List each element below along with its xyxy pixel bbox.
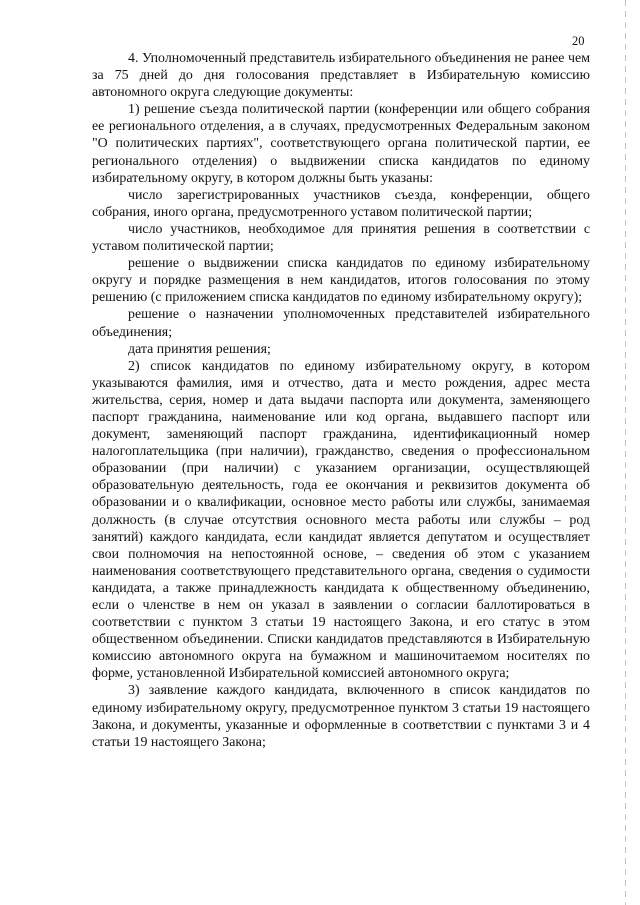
page-number: 20 — [572, 34, 585, 48]
paragraph-nomination-decision: решение о выдвижении списка кандидатов по единому избирательному округу и порядке размещения в нем кандидатов, итогов голосования по этому решению (с приложением списка кандидатов по единому избирательному округу); — [92, 256, 590, 306]
paragraph-quorum: число участников, необходимое для принятия решения в соответствии с уставом политической партии; — [92, 221, 590, 255]
paragraph-decision-date: дата принятия решения; — [128, 341, 271, 357]
paragraph-subitem-1: 1) решение съезда политической партии (конференции или общего собрания ее регионального отделения, а в случаях, предусмотренных Федеральным законом "О политических партиях", соответствующего органа политической партии, ее регионального отделения) о выдвижении списка кандидатов по единому избирательному округу, в котором должны быть указаны: — [92, 102, 590, 186]
paragraph-subitem-3: 3) заявление каждого кандидата, включенного в список кандидатов по единому избирательному округу, предусмотренное пунктом 3 статьи 19 настоящего Закона, и документы, указанные и оформленные в соответствии с пунктами 3 и 4 статьи 19 настоящего Закона; — [92, 683, 590, 750]
paragraph-participants-count: число зарегистрированных участников съезда, конференции, общего собрания, иного органа, предусмотренного уставом политической партии; — [92, 187, 590, 220]
paragraph-item-4: 4. Уполномоченный представитель избирательного объединения не ранее чем за 75 дней до дня голосования представляет в Избирательную комиссию автономного округа следующие документы: — [92, 51, 590, 101]
paragraph-representatives-decision: решение о назначении уполномоченных представителей избирательного объединения; — [92, 307, 590, 340]
document-body — [92, 50, 590, 751]
scan-edge-artifact — [625, 0, 626, 905]
paragraph-subitem-2: 2) список кандидатов по единому избирательному округу, в котором указываются фамилия, имя и отчество, дата и место рождения, адрес места жительства, серия, номер и дата выдачи паспорта или документа, заменяющего паспорт гражданина, наименование или код органа, выдавшего паспорт или документ, заменяющий паспорт гражданина, идентификационный номер налогоплательщика (при наличии), гражданство, сведения о профессиональном образовании (при наличии) с указанием организации, осуществляющей образовательную деятельность, года ее окончания и реквизитов документа об образовании и о квалификации, основное место работы или службы, занимаемая должность (в случае отсутствия основного места работы или службы – род занятий) каждого кандидата, если кандидат является депутатом и осуществляет свои полномочия на непостоянной основе, – сведения об этом с указанием наименования соответствующего представительного органа, сведения о судимости кандидата, а также принадлежность кандидата к общественному объединению, если о членстве в нем он указал в заявлении о согласии баллотироваться в соответствии с пунктом 3 статьи 19 настоящего Закона, и его статус в этом общественном объединении. Списки кандидатов представляются в Избирательную комиссию автономного округа на бумажном и машиночитаемом носителях по форме, установленной Избирательной комиссией автономного округа; — [92, 358, 590, 682]
